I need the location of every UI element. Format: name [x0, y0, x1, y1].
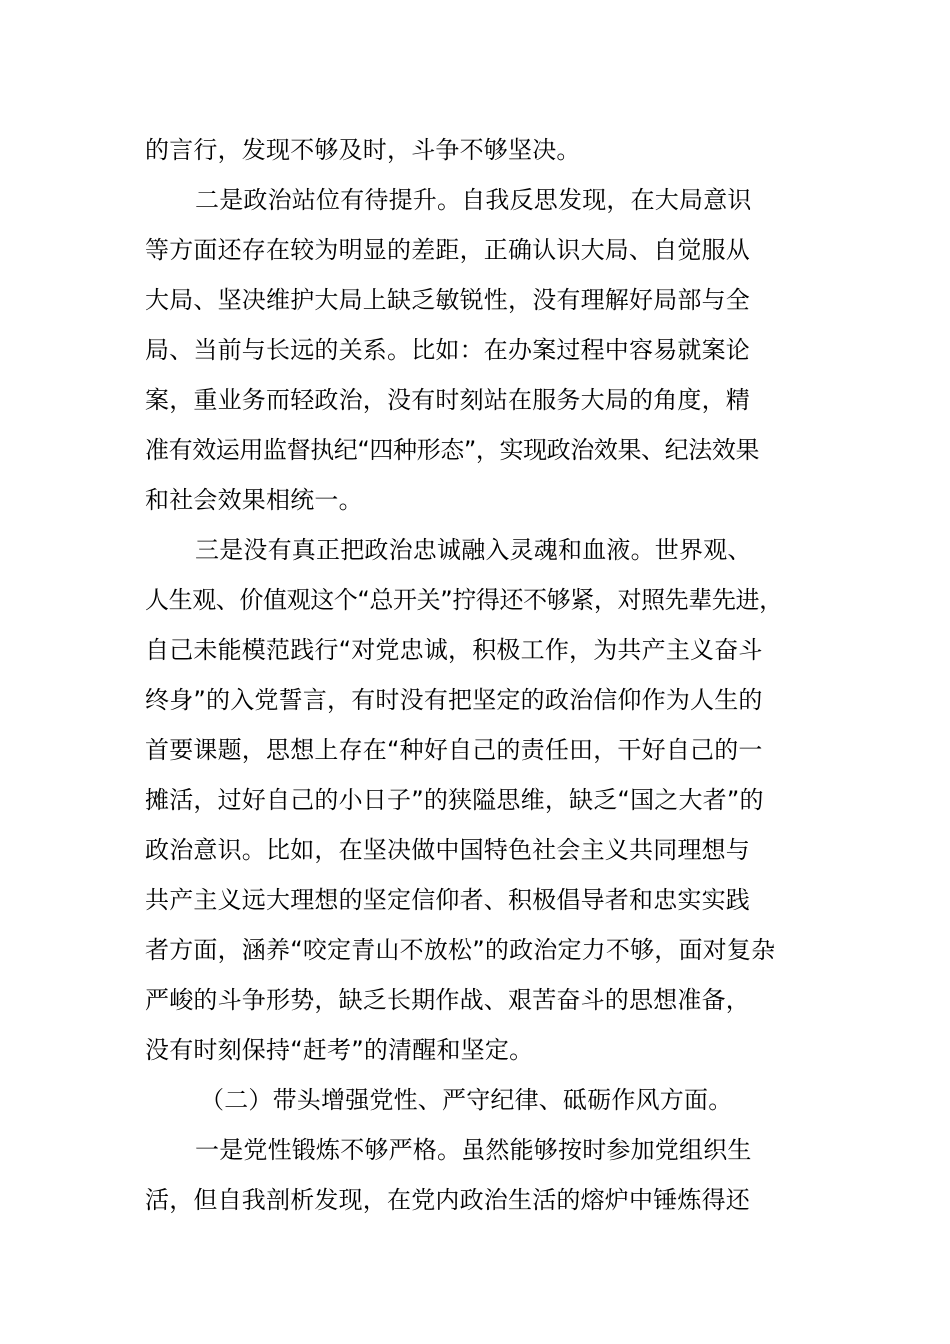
text-line: 人生观、价值观这个“总开关”拧得还不够紧，对照先辈先进， — [145, 586, 783, 614]
text-line: 者方面，涵养“咬定青山不放松”的政治定力不够，面对复杂 — [145, 936, 776, 964]
text-line: 自己未能模范践行“对党忠诚，积极工作，为共产主义奋斗 — [145, 636, 763, 664]
text-line: 没有时刻保持“赶考”的清醒和坚定。 — [145, 1036, 534, 1064]
paragraph-start-line: 二是政治站位有待提升。自我反思发现，在大局意识 — [195, 186, 752, 214]
text-line: 首要课题，思想上存在“种好自己的责任田，干好自己的一 — [145, 736, 763, 764]
paragraph-start-line: 一是党性锻炼不够严格。虽然能够按时参加党组织生 — [195, 1136, 752, 1164]
paragraph-start-line: 三是没有真正把政治忠诚融入灵魂和血液。世界观、 — [195, 536, 752, 564]
text-line: 准有效运用监督执纪“四种形态”，实现政治效果、纪法效果 — [145, 436, 760, 464]
text-line: 局、当前与长远的关系。比如：在办案过程中容易就案论 — [145, 336, 750, 364]
text-line: 的言行，发现不够及时，斗争不够坚决。 — [145, 136, 581, 164]
text-line: 活，但自我剖析发现，在党内政治生活的熔炉中锤炼得还 — [145, 1186, 750, 1214]
text-line: 政治意识。比如，在坚决做中国特色社会主义共同理想与 — [145, 836, 750, 864]
text-line: 终身”的入党誓言，有时没有把坚定的政治信仰作为人生的 — [145, 686, 763, 714]
text-line: 等方面还存在较为明显的差距，正确认识大局、自觉服从 — [145, 236, 750, 264]
text-line: 案，重业务而轻政治，没有时刻站在服务大局的角度，精 — [145, 386, 750, 414]
text-line: 摊活，过好自己的小日子”的狭隘思维，缺乏“国之大者”的 — [145, 786, 764, 814]
text-line: 共产主义远大理想的坚定信仰者、积极倡导者和忠实实践 — [145, 886, 750, 914]
text-line: 大局、坚决维护大局上缺乏敏锐性，没有理解好局部与全 — [145, 286, 750, 314]
text-line: 和社会效果相统一。 — [145, 486, 363, 514]
text-line: 严峻的斗争形势，缺乏长期作战、艰苦奋斗的思想准备， — [145, 986, 750, 1014]
section-heading: （二）带头增强党性、严守纪律、砥砺作风方面。 — [200, 1086, 733, 1114]
